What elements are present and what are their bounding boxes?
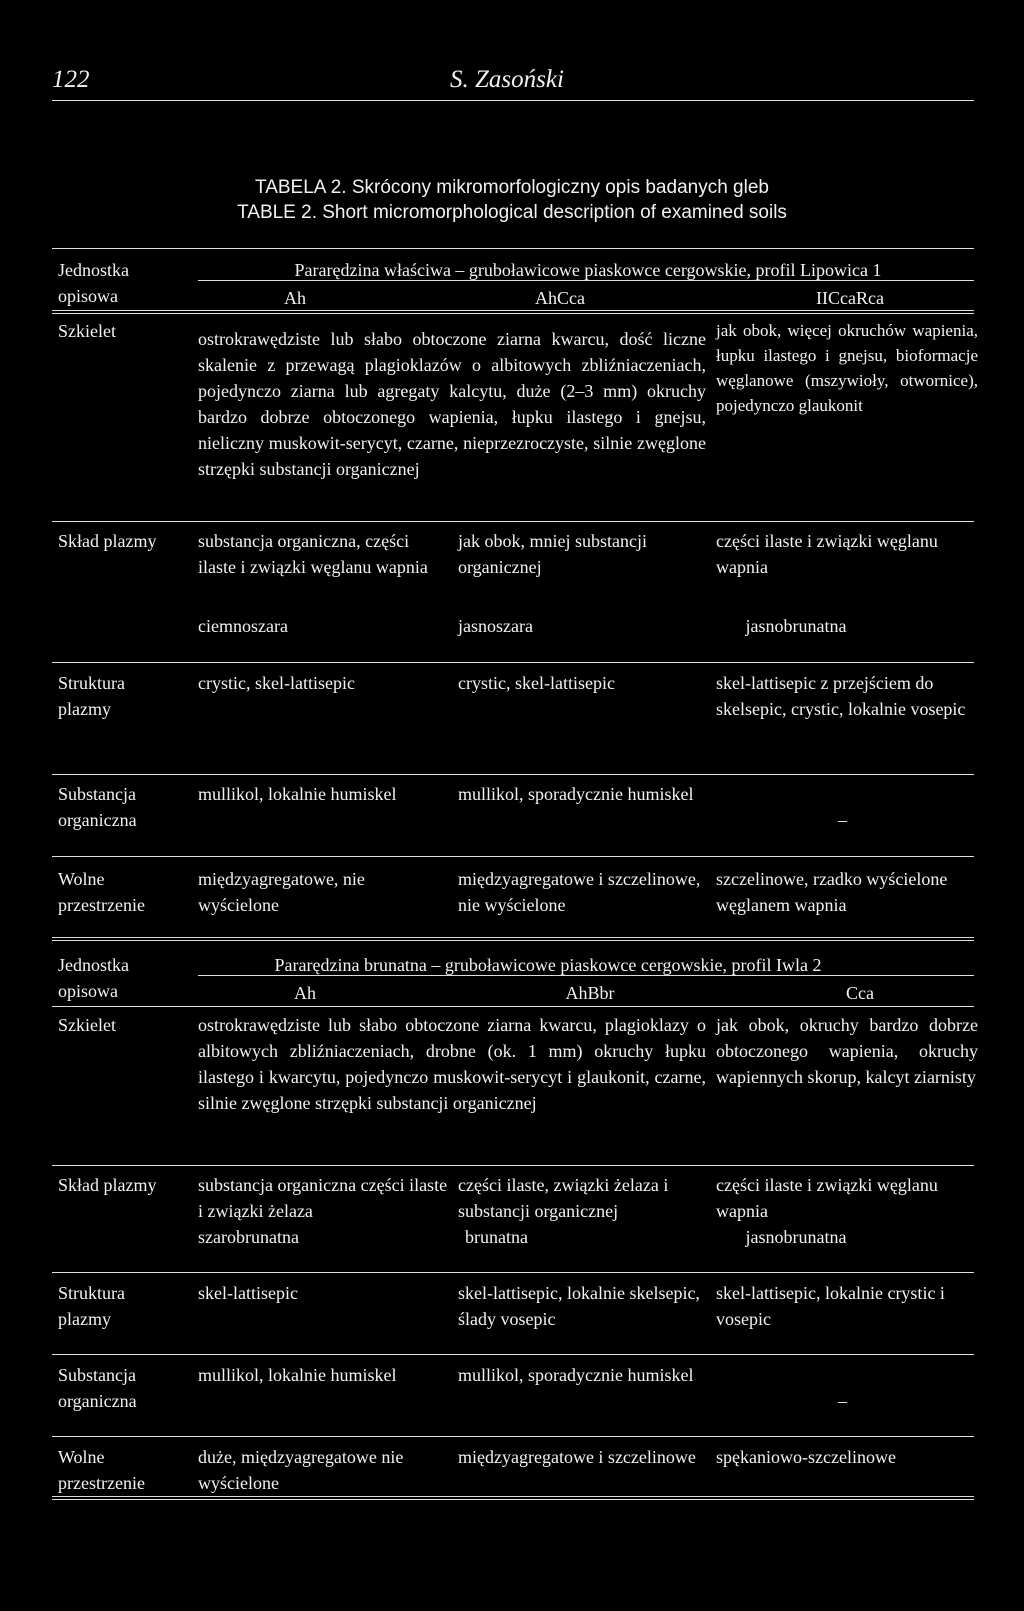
horizon-ahcca: AhCca [535, 288, 585, 308]
struktura-ahbbr: skel-lattisepic, lokalnie skelsepic, ślady vosepic [458, 1283, 700, 1329]
wolne-iiccarca: szczelinowe, rzadko wyścielone węglanem wapnia [716, 869, 948, 915]
row-label-struktura-plazmy: Struktura plazmy [58, 1283, 125, 1329]
sklad-ahbbr: części ilaste, związki żelaza i substancji organicznej [458, 1175, 669, 1221]
table-caption-english: TABLE 2. Short micromorphological description of examined soils [237, 202, 787, 223]
row-rule [52, 856, 974, 857]
header-rule [52, 100, 974, 101]
struktura-ah: skel-lattisepic [198, 1283, 298, 1303]
table-caption-polish: TABELA 2. Skrócony mikromorfologiczny opis badanych gleb [255, 177, 769, 198]
color-ahcca: jasnoszara [458, 616, 533, 636]
horizon-ahbbr: AhBbr [565, 983, 615, 1003]
row-rule [52, 1165, 974, 1166]
color-iiccarca: jasnobrunatna [745, 616, 847, 636]
substancja-iiccarca: – [838, 810, 847, 830]
substancja-ah: mullikol, lokalnie humiskel [198, 1365, 397, 1385]
color-ah: szarobrunatna [198, 1227, 299, 1247]
struktura-iiccarca: skel-lattisepic z przejściem do skelsepic, crystic, lokalnie vosepic [716, 673, 966, 719]
row-label-wolne-przestrzenie: Wolne przestrzenie [58, 1447, 145, 1493]
page-number: 122 [52, 66, 90, 93]
row-rule [52, 1354, 974, 1355]
sklad-ah: substancja organiczna części ilaste i związki żelaza [198, 1175, 448, 1221]
wolne-cca: spękaniowo-szczelinowe [716, 1447, 896, 1467]
horizon-iiccarca: IICcaRca [816, 288, 884, 308]
header-rule [52, 1006, 974, 1007]
table-bottom-rule [52, 1499, 974, 1500]
substancja-ahbbr: mullikol, sporadycznie humiskel [458, 1365, 694, 1385]
row-label-struktura-plazmy: Struktura plazmy [58, 673, 125, 719]
sklad-ahcca: jak obok, mniej substancji organicznej [458, 531, 647, 577]
row-label-wolne-przestrzenie: Wolne przestrzenie [58, 869, 145, 915]
wolne-ahbbr: międzyagregatowe i szczelinowe [458, 1447, 696, 1467]
table-top-rule [52, 248, 974, 249]
row-label-substancja-organiczna: Substancja organiczna [58, 784, 137, 830]
row-label-substancja-organiczna: Substancja organiczna [58, 1365, 137, 1411]
horizon-ah: Ah [294, 983, 316, 1003]
szkielet-iiccarca: jak obok, więcej okruchów wapienia, łupku ilastego i gnejsu, bioformacje węglanowe (mszywioły, otwornice), pojedynczo glaukonit [716, 321, 978, 415]
sklad-ah: substancja organiczna, części ilaste i związki węglanu wapnia [198, 531, 428, 577]
wolne-ahcca: międzyagregatowe i szczelinowe, nie wyścielone [458, 869, 701, 915]
section-title-rule [198, 975, 974, 976]
substancja-ah: mullikol, lokalnie humiskel [198, 784, 397, 804]
color-cca: jasnobrunatna [745, 1227, 847, 1247]
color-ah: ciemnoszara [198, 616, 288, 636]
struktura-ah: crystic, skel-lattisepic [198, 673, 355, 693]
section-title-iwla: Pararędzina brunatna – gruboławicowe piaskowce cergowskie, profil Iwla 2 [274, 955, 822, 975]
substancja-ahcca: mullikol, sporadycznie humiskel [458, 784, 694, 804]
sklad-iiccarca: części ilaste i związki węglanu wapnia [716, 531, 938, 577]
section-title-rule [198, 280, 974, 281]
row-rule [52, 1272, 974, 1273]
row-label-szkielet: Szkielet [58, 321, 116, 341]
header-double-rule [52, 310, 974, 311]
horizon-ah: Ah [284, 288, 306, 308]
wolne-ah: międzyagregatowe, nie wyścielone [198, 869, 365, 915]
sklad-cca: części ilaste i związki węglanu wapnia [716, 1175, 938, 1221]
wolne-ah: duże, międzyagregatowe nie wyścielone [198, 1447, 404, 1493]
unit-label: Jednostka opisowa [58, 955, 129, 1001]
szkielet-ah-ahcca: ostrokrawędziste lub słabo obtoczone ziarna kwarcu, dość liczne skalenie z przewagą plagioklazów o albitowych zbliźniaczeniach, pojedynczo ziarna lub agregaty kalcytu, duże (2–3 mm) okruchy bardzo dobrze obtoczonego wapienia, łupku ilastego i gnejsu, nieliczny muskowit-serycyt, czarne, nieprzezroczyste, silnie zwęglone strzępki substancji organicznej [198, 329, 706, 479]
struktura-ahcca: crystic, skel-lattisepic [458, 673, 615, 693]
row-rule [52, 662, 974, 663]
row-rule [52, 521, 974, 522]
row-rule [52, 774, 974, 775]
unit-label: Jednostka opisowa [58, 260, 129, 306]
substancja-cca: – [838, 1391, 847, 1411]
horizon-cca: Cca [846, 983, 874, 1003]
color-ahbbr: brunatna [465, 1227, 528, 1247]
header-double-rule [52, 313, 974, 314]
row-label-sklad-plazmy: Skład plazmy [58, 531, 157, 551]
row-rule [52, 1436, 974, 1437]
section-title-lipowica: Pararędzina właściwa – gruboławicowe piaskowce cergowskie, profil Lipowica 1 [294, 260, 882, 280]
struktura-cca: skel-lattisepic, lokalnie crystic i vosepic [716, 1283, 945, 1329]
section-double-rule [52, 940, 974, 941]
table-bottom-rule [52, 1496, 974, 1497]
running-head-author: S. Zasoński [450, 66, 564, 93]
szkielet-cca: jak obok, okruchy bardzo dobrze obtoczonego wapienia, okruchy wapiennych skorup, kalcyt ziarnisty [716, 1015, 978, 1087]
row-label-sklad-plazmy: Skład plazmy [58, 1175, 157, 1195]
row-label-szkielet: Szkielet [58, 1015, 116, 1035]
szkielet-ah-ahbbr: ostrokrawędziste lub słabo obtoczone ziarna kwarcu, plagioklazy o albitowych zbliźniaczeniach, drobne (ok. 1 mm) okruchy łupku ilastego i kwarcytu, pojedynczo muskowit-serycyt i glaukonit, czarne, silnie zwęglone strzępki substancji organicznej [198, 1015, 706, 1113]
section-double-rule [52, 937, 974, 938]
